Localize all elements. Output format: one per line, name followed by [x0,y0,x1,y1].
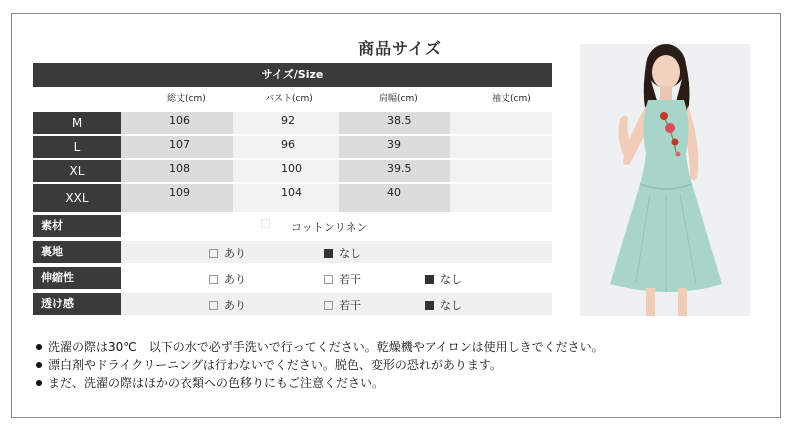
size-label: XL [33,160,121,182]
size-row-xxl [33,184,552,212]
option-label: なし [440,273,462,286]
option-label: あり [224,273,246,286]
attr-row-stretch [33,267,552,289]
option-ari [209,245,246,261]
attr-label: 裏地 [33,241,121,263]
column-header-bust: バスト(cm) [265,94,313,104]
shoulder-value: 39 [339,136,450,158]
checkbox-empty-icon [209,301,218,310]
note-item [36,374,604,392]
bust-value: 100 [233,160,339,182]
size-table-header: サイズ/Size [33,63,552,87]
page-title: 商品サイズ [358,39,442,58]
length-value: 108 [121,160,233,182]
sleeve-value [450,136,552,158]
checkbox-checked-icon [324,249,333,258]
size-row-l [33,136,552,158]
attr-label: 伸縮性 [33,267,121,289]
shoulder-value: 38.5 [339,112,450,134]
option-label: あり [224,299,246,312]
sleeve-value [450,184,552,212]
option-ari [209,297,246,313]
option-label: あり [224,247,246,260]
option-nashi [425,271,462,287]
column-header-length: 総丈(cm) [167,94,206,104]
option-label: なし [440,299,462,312]
checkbox-empty-icon [209,249,218,258]
size-label: L [33,136,121,158]
sleeve-value [450,112,552,134]
note-text: まだ、洗濯の際はほかの衣類への色移りにもご注意ください。 [48,376,385,390]
product-photo [580,44,750,316]
shoulder-value: 39.5 [339,160,450,182]
attr-row-sheerness [33,293,552,315]
bust-value: 92 [233,112,339,134]
option-label: 若干 [339,273,361,286]
option-nashi [425,297,462,313]
sleeve-value [450,160,552,182]
checkbox-icon [261,219,270,228]
note-item [36,338,604,356]
size-row-xl [33,160,552,182]
material-value: コットンリネン [291,221,368,234]
note-text: 洗濯の際は30℃ 以下の水で必ず手洗いで行ってください。乾燥機やアイロンは使用しきでください。 [48,340,604,354]
checkbox-checked-icon [425,301,434,310]
bullet-icon [36,380,42,386]
shoulder-value: 40 [339,184,450,212]
option-nashi [324,245,361,261]
checkbox-empty-icon [324,301,333,310]
column-header-shoulder: 肩幅(cm) [379,94,418,104]
size-row-m [33,112,552,134]
size-column-headers [33,89,552,110]
attr-label: 素材 [33,215,121,237]
option-ari [209,271,246,287]
bullet-icon [36,344,42,350]
bullet-icon [36,362,42,368]
checkbox-empty-icon [209,275,218,284]
care-notes [36,338,604,392]
option-label: 若干 [339,299,361,312]
dress-model-illustration [580,44,750,316]
column-header-sleeve: 袖丈(cm) [492,94,531,104]
attr-row-material [33,215,552,237]
checkbox-checked-icon [425,275,434,284]
option-jakkan [324,271,361,287]
size-table [33,63,552,212]
attr-label: 透け感 [33,293,121,315]
option-label: なし [339,247,361,260]
checkbox-empty-icon [324,275,333,284]
attribute-table [33,215,552,315]
size-label: M [33,112,121,134]
option-jakkan [324,297,361,313]
bust-value: 104 [233,184,339,212]
length-value: 106 [121,112,233,134]
note-text: 漂白剤やドライクリーニングは行わないでください。脱色、変形の恐れがあります。 [48,358,502,372]
size-label: XXL [33,184,121,212]
length-value: 107 [121,136,233,158]
attr-row-lining [33,241,552,263]
length-value: 109 [121,184,233,212]
bust-value: 96 [233,136,339,158]
note-item [36,356,604,374]
